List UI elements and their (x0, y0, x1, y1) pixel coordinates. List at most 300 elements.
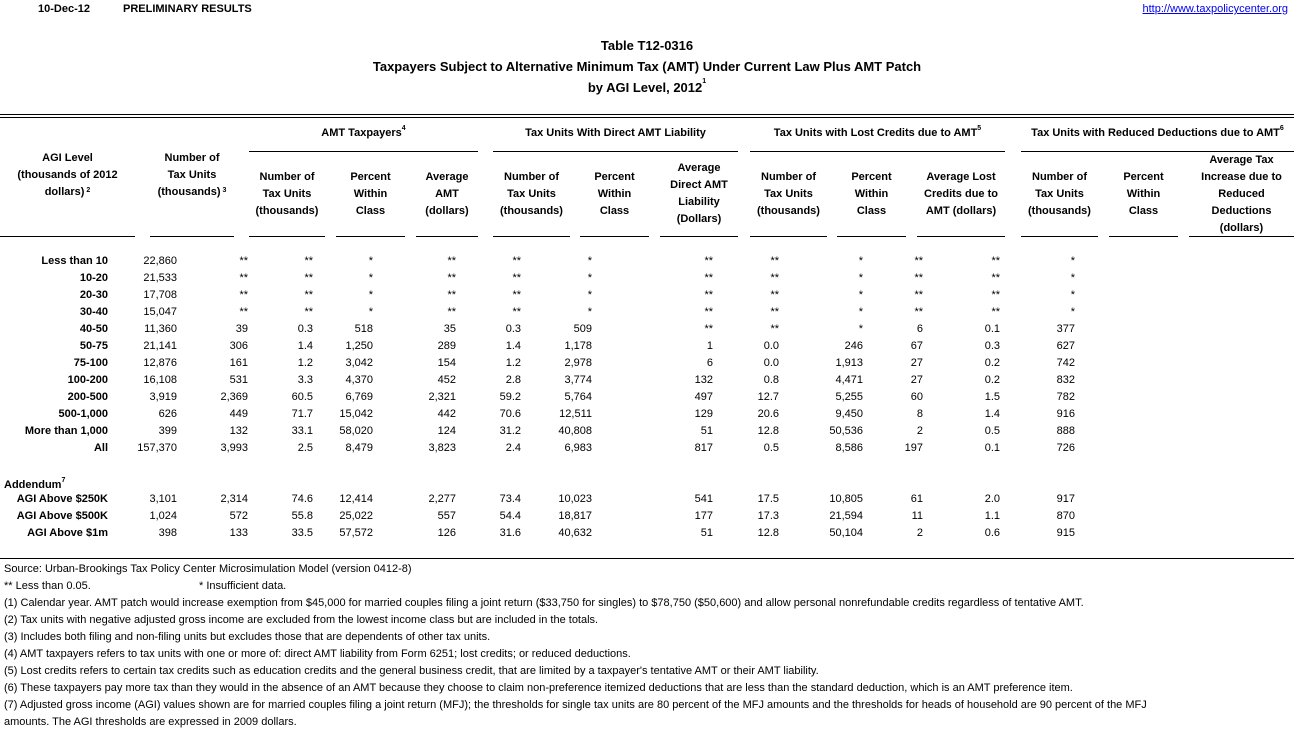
row-label: 30-40 (79, 306, 108, 318)
column-underline (493, 236, 570, 237)
table-row (0, 306, 1294, 323)
table-cell: ** (991, 306, 1000, 318)
table-cell: 6,769 (345, 391, 373, 403)
table-cell: 20.6 (757, 408, 779, 420)
table-cell: 1 (706, 340, 713, 352)
legend-less-than: ** Less than 0.05. (4, 580, 91, 592)
table-cell: 4,471 (835, 374, 863, 386)
table-cell: 67 (910, 340, 923, 352)
table-cell: 2,369 (220, 391, 248, 403)
column-underline (580, 236, 649, 237)
footnote-ref: 4 (401, 125, 406, 132)
table-cell: 15,047 (143, 306, 177, 318)
table-cell: 0.5 (984, 425, 1000, 437)
table-cell: 1.5 (984, 391, 1000, 403)
status-label: PRELIMINARY RESULTS (123, 3, 252, 15)
table-cell: ** (512, 289, 521, 301)
table-cell: 22,860 (143, 255, 177, 267)
table-cell: 31.6 (499, 527, 521, 539)
column-header-line: (thousands) (757, 204, 820, 217)
table-row (0, 527, 1294, 544)
table-cell: 8,586 (835, 442, 863, 454)
table-cell: ** (239, 272, 248, 284)
table-row (0, 374, 1294, 391)
row-label: 500-1,000 (58, 408, 108, 420)
table-cell: 2,277 (428, 493, 456, 505)
table-row (0, 510, 1294, 527)
column-group-header (750, 127, 1005, 139)
table-cell: 1.2 (505, 357, 521, 369)
column-underline (150, 236, 234, 237)
table-cell: 17.3 (757, 510, 779, 522)
table-cell: 0.1 (984, 323, 1000, 335)
table-cell: ** (304, 272, 313, 284)
table-cell: 132 (694, 374, 713, 386)
table-cell: ** (447, 306, 456, 318)
column-header (1109, 169, 1178, 220)
table-cell: 888 (1056, 425, 1075, 437)
column-header-line: Tax Units (764, 187, 813, 200)
table-cell: 2.8 (505, 374, 521, 386)
table-cell: 6 (706, 357, 713, 369)
table-cell: 27 (910, 374, 923, 386)
table-cell: 126 (437, 527, 456, 539)
table-cell: 541 (694, 493, 713, 505)
column-header-line: Average Tax (1209, 153, 1274, 166)
table-cell: ** (447, 255, 456, 267)
table-row (0, 340, 1294, 357)
subtitle-text: by AGI Level, 2012 (587, 80, 703, 95)
table-cell: ** (770, 323, 779, 335)
footnote-ref: 2 (84, 187, 91, 194)
table-row (0, 408, 1294, 425)
column-header-line: Within (854, 187, 889, 200)
column-header-line: Credits due to (924, 187, 998, 200)
table-cell: ** (991, 289, 1000, 301)
table-row (0, 323, 1294, 340)
table-cell: 3,101 (149, 493, 177, 505)
table-cell: 3,919 (149, 391, 177, 403)
table-cell: 531 (229, 374, 248, 386)
table-cell: 399 (158, 425, 177, 437)
table-cell: 2,978 (564, 357, 592, 369)
table-cell: ** (512, 306, 521, 318)
table-cell: 832 (1056, 374, 1075, 386)
table-row (0, 289, 1294, 306)
column-header-line: Direct AMT (670, 179, 728, 191)
table-cell: 8,479 (345, 442, 373, 454)
table-title: Taxpayers Subject to Alternative Minimum Tax (AMT) Under Current Law Plus AMT Patch (372, 59, 922, 74)
column-header-line: Average (425, 170, 469, 183)
column-header-line: Tax Units (167, 169, 217, 181)
table-cell: * (1070, 289, 1075, 301)
footnote-7: (7) Adjusted gross income (AGI) values shown are for married couples filing a joint return (MFJ); the thresholds for single tax units are 80 percent of the MFJ amounts and the thresholds for heads of household are 90 percent of the MFJ (4, 699, 1147, 711)
row-label: 75-100 (73, 357, 108, 369)
table-cell: 12.7 (757, 391, 779, 403)
table-cell: 132 (229, 425, 248, 437)
column-header-line: Tax Units (507, 187, 556, 200)
column-group-header (1021, 127, 1294, 139)
table-cell: 817 (694, 442, 713, 454)
column-header-line: Class (856, 204, 887, 217)
table-row (0, 357, 1294, 374)
table-cell: 1.4 (984, 408, 1000, 420)
column-header-line: Within (597, 187, 632, 200)
top-rule (0, 114, 1294, 115)
table-cell: 2.4 (505, 442, 521, 454)
table-cell: ** (447, 272, 456, 284)
table-cell: 51 (700, 425, 713, 437)
table-cell: 518 (354, 323, 373, 335)
table-cell: 1.4 (505, 340, 521, 352)
table-cell: 10,023 (558, 493, 592, 505)
table-cell: 1,250 (345, 340, 373, 352)
table-cell: 40,632 (558, 527, 592, 539)
table-cell: 1,178 (564, 340, 592, 352)
table-cell: 11,360 (144, 323, 177, 335)
column-underline (660, 236, 738, 237)
table-cell: 61 (910, 493, 923, 505)
column-underline (416, 236, 478, 237)
table-cell: ** (239, 306, 248, 318)
table-cell: 398 (158, 527, 177, 539)
column-header-line: (thousands) (255, 204, 319, 217)
table-cell: 782 (1056, 391, 1075, 403)
table-cell: 11 (911, 510, 923, 522)
group-underline (249, 151, 478, 152)
table-cell: 157,370 (137, 442, 177, 454)
table-cell: 5,255 (835, 391, 863, 403)
table-cell: ** (914, 306, 923, 318)
column-header-line: dollars) $^2$ (44, 186, 91, 198)
footnote-5: (5) Lost credits refers to certain tax credits such as education credits and the general business credit, that are limited by a taxpayer's tentative AMT or their AMT liability. (4, 665, 819, 677)
table-cell: * (368, 289, 373, 301)
table-cell: 6 (916, 323, 923, 335)
table-row (0, 391, 1294, 408)
table-cell: * (368, 255, 373, 267)
column-header-line: Average Lost (926, 170, 996, 183)
table-cell: 726 (1056, 442, 1075, 454)
column-header-line: Percent (1123, 170, 1164, 183)
column-header (0, 150, 135, 201)
table-cell: 3,993 (220, 442, 248, 454)
table-cell: 70.6 (499, 408, 521, 420)
report-date: 10-Dec-12 (38, 3, 90, 15)
table-cell: 15,042 (339, 408, 373, 420)
addendum-label (4, 479, 65, 491)
table-cell: 60 (910, 391, 923, 403)
footnote-ref: 5 (977, 125, 982, 132)
table-row (0, 255, 1294, 272)
column-header (416, 169, 478, 220)
table-cell: 0.3 (297, 323, 313, 335)
table-cell: 54.4 (499, 510, 521, 522)
table-cell: ** (770, 272, 779, 284)
column-header-line: Tax Units (262, 187, 312, 200)
table-cell: 0.3 (505, 323, 521, 335)
column-underline (750, 236, 827, 237)
footnote-6: (6) These taxpayers pay more tax than they would in the absence of an AMT because they choose to claim non-preference itemized deductions that are less than the standard deduction, which is an AMT preference item. (4, 682, 1073, 694)
table-cell: 4,370 (345, 374, 373, 386)
column-header-line: Number of (504, 170, 559, 183)
table-cell: 0.3 (984, 340, 1000, 352)
table-cell: 55.8 (291, 510, 313, 522)
table-cell: * (368, 306, 373, 318)
row-label: 50-75 (79, 340, 108, 352)
table-cell: * (587, 255, 592, 267)
top-rule-2 (0, 117, 1294, 118)
column-header-line: (dollars) (425, 204, 469, 217)
column-header-line: Percent (350, 170, 391, 183)
column-group-label: Tax Units with Reduced Deductions due to AMT (1031, 127, 1280, 139)
table-cell: ** (991, 272, 1000, 284)
row-label: 10-20 (79, 272, 108, 284)
column-header (580, 169, 649, 220)
table-cell: 40,808 (558, 425, 592, 437)
table-cell: 0.2 (984, 357, 1000, 369)
table-cell: 289 (437, 340, 456, 352)
table-cell: 33.5 (291, 527, 313, 539)
table-cell: 442 (437, 408, 456, 420)
row-label: More than 1,000 (24, 425, 108, 437)
table-row (0, 442, 1294, 459)
column-header-line: Within (353, 187, 388, 200)
column-underline (1109, 236, 1178, 237)
footnote-7-cont: amounts. The AGI thresholds are expressed in 2009 dollars. (4, 716, 297, 728)
group-underline (750, 151, 1005, 152)
table-cell: 10,805 (829, 493, 863, 505)
table-cell: 870 (1056, 510, 1075, 522)
row-label: Less than 10 (41, 255, 108, 267)
column-header-line: (thousands of 2012 (17, 169, 118, 181)
footnotes (4, 561, 1294, 731)
table-cell: 3,042 (345, 357, 373, 369)
table-cell: 915 (1056, 527, 1075, 539)
table-cell: 557 (437, 510, 456, 522)
table-cell: 917 (1056, 493, 1075, 505)
footnote-ref: 7 (61, 477, 66, 484)
table-cell: 18,817 (558, 510, 592, 522)
table-cell: * (368, 272, 373, 284)
table-cell: ** (914, 289, 923, 301)
table-cell: 449 (229, 408, 248, 420)
table-cell: 916 (1056, 408, 1075, 420)
table-cell: ** (512, 272, 521, 284)
column-header (1189, 152, 1294, 237)
table-cell: 2.0 (984, 493, 1000, 505)
column-header-line: Reduced (1218, 187, 1265, 200)
table-cell: 51 (700, 527, 713, 539)
table-cell: 3.3 (297, 374, 313, 386)
column-header (336, 169, 405, 220)
table-cell: 377 (1056, 323, 1075, 335)
table-cell: 177 (694, 510, 713, 522)
table-cell: ** (512, 255, 521, 267)
column-group-label: Tax Units With Direct AMT Liability (525, 127, 706, 139)
table-cell: ** (770, 255, 779, 267)
footnote-2: (2) Tax units with negative adjusted gross income are excluded from the lowest income class but are included in the totals. (4, 614, 599, 626)
column-group-label: Tax Units with Lost Credits due to AMT (773, 127, 978, 139)
table-cell: 8 (916, 408, 923, 420)
column-group-header (249, 127, 478, 139)
table-cell: * (858, 306, 863, 318)
table-cell: 21,533 (143, 272, 177, 284)
table-cell: 742 (1056, 357, 1075, 369)
column-header-line: Class (355, 204, 386, 217)
table-cell: 509 (573, 323, 592, 335)
table-cell: 2,321 (428, 391, 456, 403)
table-cell: 2 (916, 527, 923, 539)
table-cell: 1.1 (984, 510, 1000, 522)
table-cell: 39 (235, 323, 248, 335)
row-label: All (93, 442, 108, 454)
table-cell: 17.5 (757, 493, 779, 505)
column-header-line: Number of (164, 152, 220, 164)
table-cell: 0.5 (763, 442, 779, 454)
column-underline (837, 236, 906, 237)
table-cell: ** (914, 272, 923, 284)
column-header (1021, 169, 1098, 220)
column-header-line: AMT (435, 187, 459, 200)
row-label: AGI Above $1m (27, 527, 108, 539)
column-header (493, 169, 570, 220)
column-header-line: (thousands) (500, 204, 563, 217)
table-cell: * (858, 323, 863, 335)
footnote-ref: 6 (1279, 125, 1284, 132)
column-header-line: Percent (851, 170, 892, 183)
column-header-line: Average (677, 162, 721, 174)
column-underline (336, 236, 405, 237)
table-cell: 246 (844, 340, 863, 352)
table-cell: 129 (694, 408, 713, 420)
group-underline (493, 151, 738, 152)
column-header-line: Class (1128, 204, 1159, 217)
table-cell: 0.6 (984, 527, 1000, 539)
table-cell: 2.5 (297, 442, 313, 454)
table-cell: 58,020 (339, 425, 373, 437)
column-underline (917, 236, 1005, 237)
column-underline (1189, 236, 1294, 237)
table-cell: 59.2 (499, 391, 521, 403)
table-cell: ** (704, 306, 713, 318)
table-cell: * (1070, 272, 1075, 284)
column-underline (0, 236, 135, 237)
table-cell: * (1070, 255, 1075, 267)
bottom-rule (0, 558, 1294, 559)
table-cell: ** (304, 289, 313, 301)
column-header-line: Deductions (1211, 204, 1272, 217)
table-cell: 124 (437, 425, 456, 437)
table-cell: 1,024 (149, 510, 177, 522)
row-label: AGI Above $500K (16, 510, 108, 522)
table-cell: 50,536 (829, 425, 863, 437)
table-cell: 73.4 (499, 493, 521, 505)
website-link[interactable]: http://www.taxpolicycenter.org (1142, 3, 1288, 15)
table-cell: ** (770, 306, 779, 318)
footnote-3: (3) Includes both filing and non-filing units but excludes those that are dependents of other tax units. (4, 631, 491, 643)
table-cell: 33.1 (291, 425, 313, 437)
table-cell: 50,104 (829, 527, 863, 539)
table-cell: 12,414 (339, 493, 373, 505)
table-cell: ** (239, 255, 248, 267)
table-cell: 0.0 (763, 340, 779, 352)
table-cell: 9,450 (835, 408, 863, 420)
table-cell: 5,764 (564, 391, 592, 403)
table-cell: 1.4 (297, 340, 313, 352)
table-cell: 452 (437, 374, 456, 386)
table-cell: 497 (694, 391, 713, 403)
column-header (917, 169, 1005, 220)
column-header-line: Number of (1032, 170, 1087, 183)
table-cell: 161 (229, 357, 248, 369)
table-cell: 306 (229, 340, 248, 352)
table-cell: ** (770, 289, 779, 301)
row-label: 200-500 (67, 391, 108, 403)
row-label: AGI Above $250K (16, 493, 108, 505)
legend-note (4, 578, 1294, 595)
column-header-line: Number of (761, 170, 816, 183)
table-cell: ** (447, 289, 456, 301)
table-cell: 3,823 (428, 442, 456, 454)
table-cell: 57,572 (339, 527, 373, 539)
table-cell: 31.2 (499, 425, 521, 437)
table-cell: 0.8 (763, 374, 779, 386)
table-cell: * (587, 306, 592, 318)
table-cell: ** (914, 255, 923, 267)
table-cell: * (858, 272, 863, 284)
column-header (750, 169, 827, 220)
column-header (837, 169, 906, 220)
column-underline (1021, 236, 1098, 237)
table-cell: ** (704, 272, 713, 284)
column-header-line: Within (1126, 187, 1161, 200)
column-group-header (493, 127, 738, 139)
table-cell: 154 (437, 357, 456, 369)
table-cell: 35 (443, 323, 456, 335)
table-cell: ** (991, 255, 1000, 267)
column-header-line: (dollars) (1219, 221, 1264, 234)
table-cell: ** (304, 255, 313, 267)
table-cell: 17,708 (143, 289, 177, 301)
row-label: 100-200 (67, 374, 108, 386)
table-id: Table T12-0316 (600, 38, 694, 53)
table-cell: 74.6 (291, 493, 313, 505)
addendum-text: Addendum (4, 479, 62, 491)
table-cell: ** (304, 306, 313, 318)
table-row (0, 272, 1294, 289)
table-cell: * (858, 289, 863, 301)
column-header-line: Liability (678, 196, 720, 208)
table-cell: 6,983 (564, 442, 592, 454)
table-subtitle (0, 80, 1294, 95)
row-label: 20-30 (79, 289, 108, 301)
column-header (150, 150, 234, 201)
column-header-line: (Dollars) (676, 213, 722, 225)
table-cell: 133 (229, 527, 248, 539)
table-cell: ** (704, 255, 713, 267)
table-cell: 12,876 (143, 357, 177, 369)
table-cell: 27 (910, 357, 923, 369)
column-header-line: Tax Units (1035, 187, 1084, 200)
footnote-ref: 1 (702, 78, 707, 85)
table-cell: * (858, 255, 863, 267)
table-cell: 21,141 (143, 340, 177, 352)
table-cell: 60.5 (291, 391, 313, 403)
row-label: 40-50 (79, 323, 108, 335)
column-header-line: Number of (259, 170, 315, 183)
column-header (249, 169, 325, 220)
table-cell: ** (704, 289, 713, 301)
